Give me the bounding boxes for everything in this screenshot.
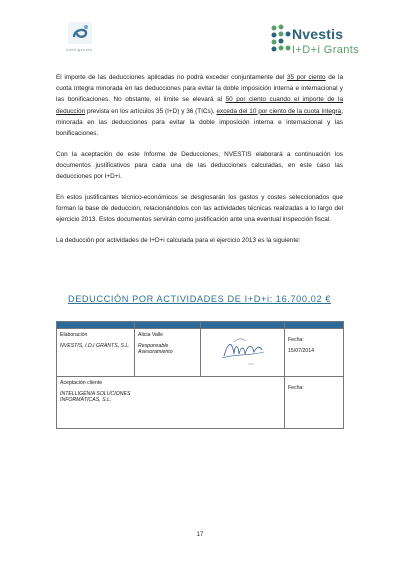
elaboration-cell: Elaboración NVESTIS, I.D.I GRANTS, S.L.	[57, 329, 135, 377]
paragraph-acceptance: Con la aceptación de este Informe de Deducciones, NVESTIS elaborará a continuación los documentos justificativos para cada una de las deducciones calculadas, en este caso las deducciones por I+D+i.	[56, 150, 343, 181]
client-logo-icon	[60, 20, 100, 50]
client-acceptance-cell: Aceptación cliente INTELLIGENIA SOLUCIONES INFORMÁTICAS, S.L.	[57, 377, 285, 429]
body-text	[56, 72, 343, 256]
table-header-bar	[57, 322, 344, 329]
table-row-elaboration	[57, 329, 344, 377]
client-logo-text: intelligencia	[66, 47, 93, 52]
brand-subtitle: I+D+i Grants	[292, 44, 360, 56]
signature-cell	[201, 329, 285, 377]
date-cell-elaboration: Fecha: 15/07/2014	[285, 329, 344, 377]
page-number: 17	[196, 532, 204, 538]
nvestis-logo	[268, 22, 360, 66]
client-logo	[60, 20, 100, 60]
signature-table	[56, 321, 344, 429]
responsible-cell: Alicia Valle Responsable Asesoramiento	[135, 329, 201, 377]
nvestis-dots-icon	[268, 22, 294, 60]
brand-name: Nvestis	[292, 26, 344, 42]
paragraph-limits: El importe de las deducciones aplicadas no podrá exceder conjuntamente del 35 por ciento de la cuota íntegra minorada en las deducciones para evitar la doble imposición interna e internacional y las bonificaciones. No obstante, el límite se elevará al 50 por ciento cuando el importe de la deducción prevista en los artículos 35 (I+D) y 36 (TICs), exceda del 10 por ciento de la cuota íntegra, minorada en las deducciones para evitar la doble imposición interna e internacional y las bonificaciones.	[56, 74, 344, 138]
table-row-client-acceptance	[57, 377, 344, 429]
paragraph-calculation: La deducción por actividades de I+D+i calculada para el ejercicio 2013 es la siguiente:	[56, 236, 301, 244]
deduction-total: DEDUCCIÓN POR ACTIVIDADES DE I+D+i: 16.700,02 €	[67, 294, 332, 304]
paragraph-justification: En estos justificantes técnico-económicos se desglosarán los gastos y costes seleccionados que forman la base de deducción, relacionándolos con las actividades técnicas realizadas a lo largo del ejercicio 2013. Estos documentos servirán como justificación ante una eventual inspección fiscal.	[56, 193, 343, 224]
date-cell-client: Fecha:	[285, 377, 344, 429]
handwritten-signature	[204, 332, 280, 370]
